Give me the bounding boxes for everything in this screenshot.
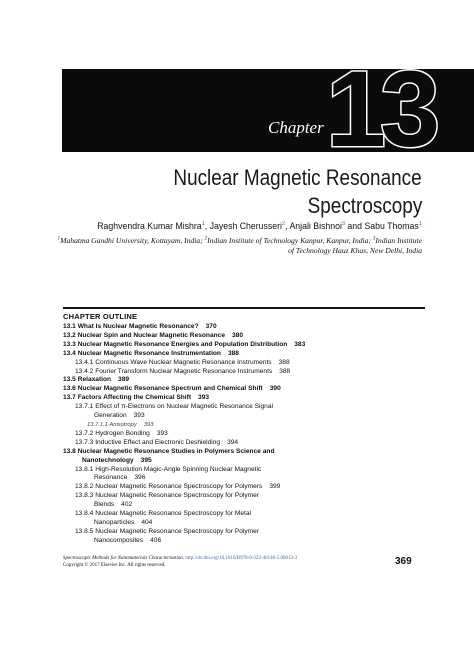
affiliations-line-2: of Technology Hauz Khas, New Delhi, India bbox=[288, 246, 422, 255]
outline-subitem[interactable]: 13.7.2 Hydrogen Bonding 393 bbox=[75, 429, 168, 437]
chapter-title-line-2: Spectroscopy bbox=[307, 193, 422, 218]
outline-subitem[interactable]: 13.8.3 Nuclear Magnetic Resonance Spectroscopy for Polymer bbox=[75, 492, 260, 500]
chapter-label: Chapter bbox=[268, 118, 324, 137]
outline-subitem[interactable]: 13.4.2 Fourier Transform Nuclear Magnetic Resonance Instruments 388 bbox=[75, 367, 291, 375]
outline-subitem[interactable]: 13.7.1 Effect of π-Electrons on Nuclear Magnetic Resonance Signal bbox=[75, 403, 273, 411]
chapter-outline bbox=[63, 307, 425, 546]
outline-subitem[interactable]: 13.4.1 Continuous Wave Nuclear Magnetic Resonance Instruments 388 bbox=[75, 358, 290, 366]
author-list: Raghvendra Kumar Mishra$^1$, Jayesh Cherusseri$^2$, Anjali Bishnoi$^3$ and Sabu Thomas$^1$ bbox=[97, 221, 422, 233]
outline-subitem[interactable]: 13.8.1 High-Resolution Magic-Angle Spinning Nuclear Magnetic bbox=[75, 465, 262, 473]
author-name: Anjali Bishnoi bbox=[289, 221, 343, 233]
outline-item[interactable]: 13.6 Nuclear Magnetic Resonance Spectrum and Chemical Shift 390 bbox=[63, 385, 281, 393]
author-name: Sabu Thomas bbox=[364, 221, 419, 233]
outline-subitem-continuation[interactable]: Nanocomposites 406 bbox=[94, 536, 162, 544]
author-affiliation-mark[interactable]: 3 bbox=[342, 221, 346, 227]
author-name: Raghvendra Kumar Mishra bbox=[97, 221, 202, 233]
page-footer bbox=[63, 555, 297, 569]
outline-subitem-continuation[interactable]: Generation 393 bbox=[94, 412, 145, 420]
book-title: Spectroscopic Methods for Nanomaterials Characterization. bbox=[63, 556, 185, 561]
outline-subitem-continuation[interactable]: Blends 402 bbox=[94, 501, 133, 509]
chapter-number: 13 bbox=[326, 48, 435, 169]
copyright-notice: Copyright © 2017 Elsevier Inc. All rights reserved. bbox=[63, 563, 166, 568]
outline-subitem[interactable]: 13.8.5 Nuclear Magnetic Resonance Spectroscopy for Polymer bbox=[75, 527, 260, 535]
outline-item-continuation[interactable]: Nanotechnology 395 bbox=[82, 456, 152, 464]
author-affiliation-mark[interactable]: 2 bbox=[282, 221, 286, 227]
outline-subitem-continuation[interactable]: Nanoparticles 404 bbox=[94, 518, 153, 526]
outline-subitem[interactable]: 13.8.2 Nuclear Magnetic Resonance Spectroscopy for Polymers 399 bbox=[75, 483, 281, 491]
page-number: 369 bbox=[395, 556, 412, 567]
affiliations-line-1: $^1$Mahatma Gandhi University, Kottayam, India; $^2$Indian Institute of Technology Kanpur, Kanpur, India; $^3$Indian Institute bbox=[57, 236, 422, 245]
outline-subsubitem[interactable]: 13.7.1.1 Anisotropy 393 bbox=[87, 421, 154, 428]
chapter-title-line-1: Nuclear Magnetic Resonance bbox=[173, 165, 422, 190]
author-affiliation-mark[interactable]: 1 bbox=[418, 221, 422, 227]
outline-item[interactable]: 13.1 What Is Nuclear Magnetic Resonance? 370 bbox=[63, 323, 217, 330]
author-name: Jayesh Cherusseri bbox=[209, 221, 283, 233]
outline-item[interactable]: 13.8 Nuclear Magnetic Resonance Studies in Polymers Science and bbox=[63, 447, 275, 455]
outline-item[interactable]: 13.4 Nuclear Magnetic Resonance Instrumentation 388 bbox=[63, 349, 239, 357]
outline-subitem[interactable]: 13.8.4 Nuclear Magnetic Resonance Spectroscopy for Metal bbox=[75, 510, 251, 518]
outline-subitem-continuation[interactable]: Resonance 396 bbox=[94, 474, 146, 482]
outline-item[interactable]: 13.3 Nuclear Magnetic Resonance Energies and Population Distribution 383 bbox=[63, 340, 306, 348]
outline-item[interactable]: 13.7 Factors Affecting the Chemical Shift 393 bbox=[63, 394, 210, 402]
outline-item[interactable]: 13.2 Nuclear Spin and Nuclear Magnetic Resonance 380 bbox=[63, 331, 244, 339]
author-affiliation-mark[interactable]: 1 bbox=[201, 221, 205, 227]
outline-heading: CHAPTER OUTLINE bbox=[63, 312, 138, 321]
doi-link[interactable]: http://dx.doi.org/10.1016/B978-0-323-46140-5.00013-3 bbox=[185, 556, 298, 561]
outline-item[interactable]: 13.5 Relaxation 389 bbox=[63, 376, 130, 384]
outline-subitem[interactable]: 13.7.3 Inductive Effect and Electronic Deshielding 394 bbox=[75, 438, 239, 446]
